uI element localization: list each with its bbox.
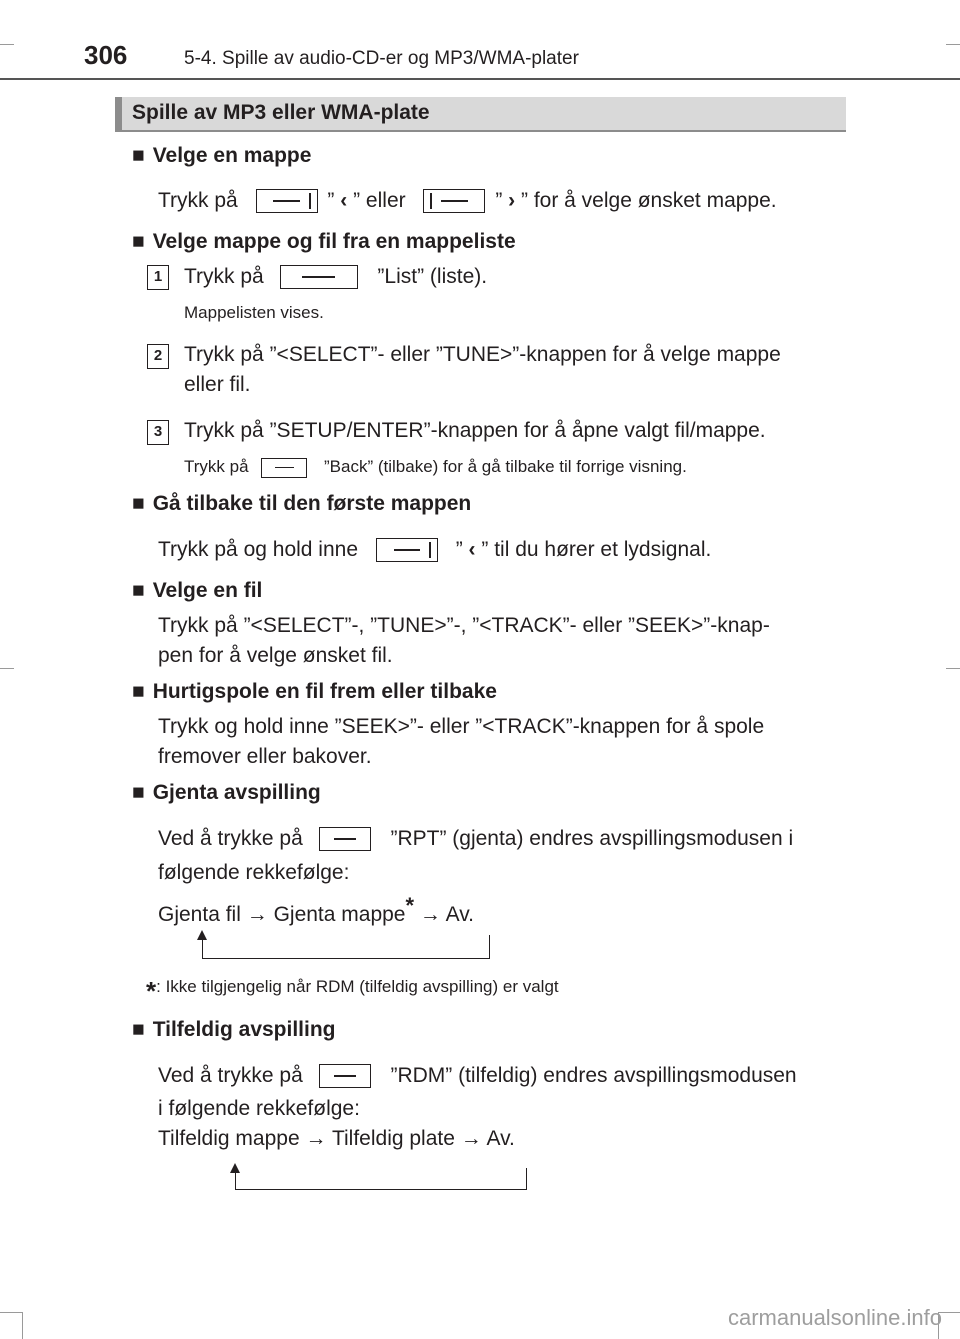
- asterisk-mark: *: [405, 893, 415, 918]
- bullet-square-icon: ■: [132, 492, 145, 515]
- paragraph-repeat: Ved å trykke på ”RPT” (gjenta) endres avspillingsmodusen i: [158, 827, 794, 850]
- random-loop-arrow: [235, 1168, 527, 1190]
- random-order-label: i følgende rekkefølge:: [158, 1097, 360, 1120]
- heading-select-file: ■ Velge en fil: [132, 579, 263, 602]
- folder-down-button-icon: [256, 189, 318, 213]
- bullet-square-icon: ■: [132, 230, 145, 253]
- crop-mark: [946, 44, 960, 45]
- arrow-right-icon: →: [246, 903, 268, 926]
- list-button-icon: [280, 265, 358, 289]
- heading-repeat: ■ Gjenta avspilling: [132, 781, 321, 804]
- paragraph-select-file: Trykk på ”<SELECT”-, ”TUNE>”-, ”<TRACK”- eller ”SEEK>”-knap- pen for å velge ønsket fil.: [158, 614, 770, 667]
- bullet-square-icon: ■: [132, 1018, 145, 1041]
- footnote: *: Ikke tilgjengelig når RDM (tilfeldig avspilling) er valgt: [146, 976, 559, 1006]
- arrow-right-icon: →: [305, 1127, 327, 1150]
- crop-mark: [946, 668, 960, 669]
- paragraph-fast-forward: Trykk og hold inne ”SEEK>”- eller ”<TRACK”-knappen for å spole fremover eller bakover.: [158, 715, 765, 768]
- watermark: carmanualsonline.info: [727, 1305, 942, 1330]
- arrow-right-icon: →: [460, 1127, 482, 1150]
- step-3: [147, 420, 169, 445]
- chevron-left-icon: ‹: [340, 189, 348, 212]
- repeat-order-label: følgende rekkefølge:: [158, 861, 350, 884]
- crop-mark: [0, 1312, 22, 1313]
- crop-mark: [0, 668, 14, 669]
- repeat-loop-arrow: [202, 935, 490, 959]
- step-number: 1: [147, 265, 169, 290]
- random-sequence: Tilfeldig mappe → Tilfeldig plate → Av.: [158, 1127, 515, 1150]
- note-list-shown: Mappelisten vises.: [184, 303, 324, 322]
- page-number: 306: [84, 40, 128, 70]
- heading-first-folder: ■ Gå tilbake til den første mappen: [132, 492, 472, 515]
- crop-mark: [22, 1312, 23, 1339]
- step-number: 2: [147, 344, 169, 369]
- folder-down-button-icon: [376, 538, 438, 562]
- rdm-button-icon: [319, 1064, 371, 1088]
- heading-folder-list: ■ Velge mappe og fil fra en mappeliste: [132, 230, 516, 253]
- bullet-square-icon: ■: [132, 144, 145, 167]
- paragraph-first-folder: Trykk på og hold inne ” ‹ ” til du hører et lydsignal.: [158, 538, 712, 561]
- rpt-button-icon: [319, 827, 371, 851]
- heading-fast-forward: ■ Hurtigspole en fil frem eller tilbake: [132, 680, 497, 703]
- repeat-sequence: Gjenta fil → Gjenta mappe* → Av.: [158, 893, 474, 926]
- note-back: Trykk på ”Back” (tilbake) for å gå tilbake til forrige visning.: [184, 457, 687, 476]
- chevron-right-icon: ›: [508, 189, 516, 212]
- heading-random: ■ Tilfeldig avspilling: [132, 1018, 336, 1041]
- step-1: [147, 265, 169, 290]
- chevron-left-icon: ‹: [468, 538, 476, 561]
- bullet-square-icon: ■: [132, 579, 145, 602]
- folder-up-button-icon: [423, 189, 485, 213]
- paragraph-select-folder: Trykk på ” ‹ ” eller ” › ” for å velge ønsket mappe.: [158, 189, 777, 212]
- loop-arrowhead-icon: [197, 930, 207, 940]
- step-3-text: Trykk på ”SETUP/ENTER”-knappen for å åpne valgt fil/mappe.: [184, 419, 766, 442]
- section-title: Spille av MP3 eller WMA-plate: [132, 101, 430, 124]
- step-2-text: Trykk på ”<SELECT”- eller ”TUNE>”-knappen for å velge mappe eller fil.: [184, 343, 781, 396]
- step-1-text: Trykk på ”List” (liste).: [184, 265, 488, 288]
- bullet-square-icon: ■: [132, 781, 145, 804]
- paragraph-random: Ved å trykke på ”RDM” (tilfeldig) endres avspillingsmodusen: [158, 1064, 797, 1087]
- heading-select-folder: ■ Velge en mappe: [132, 144, 312, 167]
- header-rule: [0, 78, 960, 80]
- bullet-square-icon: ■: [132, 680, 145, 703]
- crop-mark: [0, 44, 14, 45]
- step-number: 3: [147, 420, 169, 445]
- back-button-icon: [261, 458, 307, 478]
- chapter-title: 5-4. Spille av audio-CD-er og MP3/WMA-plater: [184, 48, 579, 69]
- arrow-right-icon: →: [419, 903, 441, 926]
- loop-arrowhead-icon: [230, 1163, 240, 1173]
- step-2: [147, 344, 169, 369]
